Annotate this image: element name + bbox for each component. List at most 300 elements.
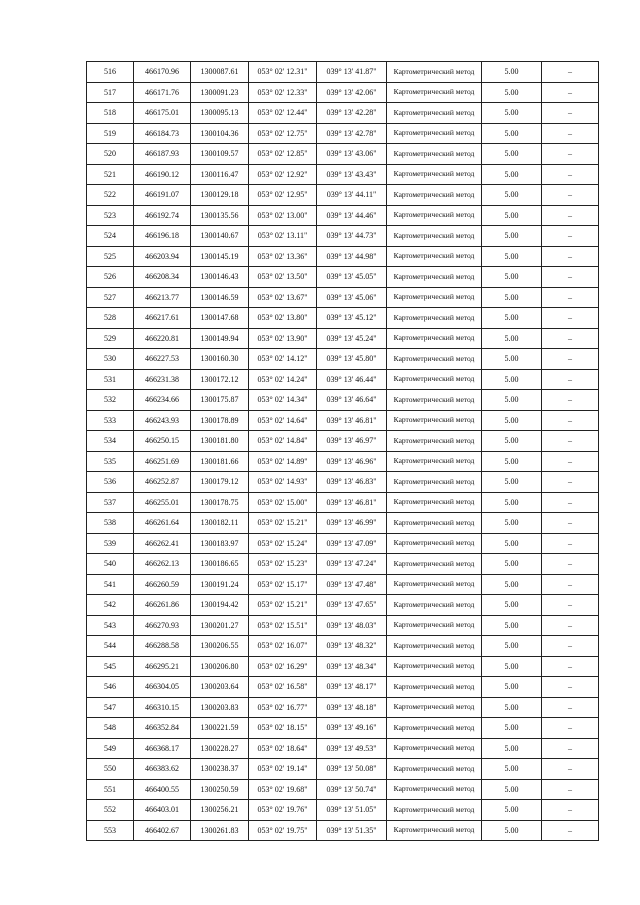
y-coordinate-cell: 1300135.56: [191, 205, 249, 226]
point-number-cell: 550: [87, 759, 134, 780]
note-cell: –: [542, 410, 599, 431]
method-cell: Картометрический метод: [387, 410, 482, 431]
note-cell: –: [542, 164, 599, 185]
note-cell: –: [542, 820, 599, 841]
latitude-cell: 053° 02' 12.95": [249, 185, 317, 206]
note-cell: –: [542, 636, 599, 657]
accuracy-cell: 5.00: [482, 615, 542, 636]
y-coordinate-cell: 1300256.21: [191, 800, 249, 821]
x-coordinate-cell: 466191.07: [134, 185, 191, 206]
point-number-cell: 545: [87, 656, 134, 677]
note-cell: –: [542, 554, 599, 575]
longitude-cell: 039° 13' 48.18": [317, 697, 387, 718]
x-coordinate-cell: 466260.59: [134, 574, 191, 595]
table-row: [87, 103, 599, 124]
accuracy-cell: 5.00: [482, 328, 542, 349]
longitude-cell: 039° 13' 45.12": [317, 308, 387, 329]
note-cell: –: [542, 390, 599, 411]
x-coordinate-cell: 466171.76: [134, 82, 191, 103]
note-cell: –: [542, 308, 599, 329]
latitude-cell: 053° 02' 16.29": [249, 656, 317, 677]
x-coordinate-cell: 466170.96: [134, 62, 191, 83]
note-cell: –: [542, 718, 599, 739]
point-number-cell: 553: [87, 820, 134, 841]
x-coordinate-cell: 466403.01: [134, 800, 191, 821]
x-coordinate-cell: 466368.17: [134, 738, 191, 759]
note-cell: –: [542, 328, 599, 349]
longitude-cell: 039° 13' 45.80": [317, 349, 387, 370]
method-cell: Картометрический метод: [387, 246, 482, 267]
y-coordinate-cell: 1300221.59: [191, 718, 249, 739]
x-coordinate-cell: 466262.13: [134, 554, 191, 575]
accuracy-cell: 5.00: [482, 574, 542, 595]
accuracy-cell: 5.00: [482, 82, 542, 103]
table-row: [87, 62, 599, 83]
accuracy-cell: 5.00: [482, 533, 542, 554]
note-cell: –: [542, 62, 599, 83]
method-cell: Картометрический метод: [387, 492, 482, 513]
longitude-cell: 039° 13' 50.74": [317, 779, 387, 800]
table-row: [87, 431, 599, 452]
note-cell: –: [542, 369, 599, 390]
note-cell: –: [542, 492, 599, 513]
method-cell: Картометрический метод: [387, 349, 482, 370]
accuracy-cell: 5.00: [482, 205, 542, 226]
latitude-cell: 053° 02' 12.85": [249, 144, 317, 165]
accuracy-cell: 5.00: [482, 656, 542, 677]
longitude-cell: 039° 13' 43.06": [317, 144, 387, 165]
latitude-cell: 053° 02' 14.34": [249, 390, 317, 411]
point-number-cell: 542: [87, 595, 134, 616]
longitude-cell: 039° 13' 42.06": [317, 82, 387, 103]
note-cell: –: [542, 533, 599, 554]
note-cell: –: [542, 574, 599, 595]
method-cell: Картометрический метод: [387, 554, 482, 575]
table-body: [87, 62, 599, 841]
accuracy-cell: 5.00: [482, 820, 542, 841]
table-row: [87, 513, 599, 534]
accuracy-cell: 5.00: [482, 308, 542, 329]
y-coordinate-cell: 1300186.65: [191, 554, 249, 575]
x-coordinate-cell: 466184.73: [134, 123, 191, 144]
table-row: [87, 820, 599, 841]
longitude-cell: 039° 13' 48.34": [317, 656, 387, 677]
longitude-cell: 039° 13' 46.64": [317, 390, 387, 411]
y-coordinate-cell: 1300206.80: [191, 656, 249, 677]
method-cell: Картометрический метод: [387, 369, 482, 390]
point-number-cell: 517: [87, 82, 134, 103]
table-row: [87, 656, 599, 677]
x-coordinate-cell: 466203.94: [134, 246, 191, 267]
y-coordinate-cell: 1300238.37: [191, 759, 249, 780]
x-coordinate-cell: 466252.87: [134, 472, 191, 493]
point-number-cell: 525: [87, 246, 134, 267]
accuracy-cell: 5.00: [482, 779, 542, 800]
latitude-cell: 053° 02' 12.75": [249, 123, 317, 144]
latitude-cell: 053° 02' 18.64": [249, 738, 317, 759]
point-number-cell: 534: [87, 431, 134, 452]
longitude-cell: 039° 13' 45.06": [317, 287, 387, 308]
point-number-cell: 533: [87, 410, 134, 431]
point-number-cell: 552: [87, 800, 134, 821]
x-coordinate-cell: 466262.41: [134, 533, 191, 554]
coordinates-table: [86, 61, 599, 841]
x-coordinate-cell: 466213.77: [134, 287, 191, 308]
method-cell: Картометрический метод: [387, 308, 482, 329]
y-coordinate-cell: 1300146.43: [191, 267, 249, 288]
note-cell: –: [542, 800, 599, 821]
x-coordinate-cell: 466251.69: [134, 451, 191, 472]
y-coordinate-cell: 1300206.55: [191, 636, 249, 657]
accuracy-cell: 5.00: [482, 267, 542, 288]
latitude-cell: 053° 02' 16.77": [249, 697, 317, 718]
longitude-cell: 039° 13' 47.65": [317, 595, 387, 616]
accuracy-cell: 5.00: [482, 718, 542, 739]
accuracy-cell: 5.00: [482, 103, 542, 124]
y-coordinate-cell: 1300194.42: [191, 595, 249, 616]
x-coordinate-cell: 466310.15: [134, 697, 191, 718]
longitude-cell: 039° 13' 45.05": [317, 267, 387, 288]
x-coordinate-cell: 466243.93: [134, 410, 191, 431]
method-cell: Картометрический метод: [387, 800, 482, 821]
note-cell: –: [542, 349, 599, 370]
y-coordinate-cell: 1300175.87: [191, 390, 249, 411]
x-coordinate-cell: 466400.55: [134, 779, 191, 800]
x-coordinate-cell: 466227.53: [134, 349, 191, 370]
longitude-cell: 039° 13' 49.53": [317, 738, 387, 759]
y-coordinate-cell: 1300203.83: [191, 697, 249, 718]
latitude-cell: 053° 02' 12.44": [249, 103, 317, 124]
y-coordinate-cell: 1300178.89: [191, 410, 249, 431]
accuracy-cell: 5.00: [482, 513, 542, 534]
table-row: [87, 369, 599, 390]
table-row: [87, 410, 599, 431]
method-cell: Картометрический метод: [387, 636, 482, 657]
longitude-cell: 039° 13' 41.87": [317, 62, 387, 83]
note-cell: –: [542, 451, 599, 472]
note-cell: –: [542, 615, 599, 636]
method-cell: Картометрический метод: [387, 144, 482, 165]
longitude-cell: 039° 13' 46.96": [317, 451, 387, 472]
accuracy-cell: 5.00: [482, 431, 542, 452]
method-cell: Картометрический метод: [387, 677, 482, 698]
latitude-cell: 053° 02' 14.64": [249, 410, 317, 431]
point-number-cell: 530: [87, 349, 134, 370]
latitude-cell: 053° 02' 15.23": [249, 554, 317, 575]
point-number-cell: 522: [87, 185, 134, 206]
y-coordinate-cell: 1300191.24: [191, 574, 249, 595]
method-cell: Картометрический метод: [387, 185, 482, 206]
longitude-cell: 039° 13' 44.98": [317, 246, 387, 267]
method-cell: Картометрический метод: [387, 759, 482, 780]
method-cell: Картометрический метод: [387, 574, 482, 595]
latitude-cell: 053° 02' 19.76": [249, 800, 317, 821]
longitude-cell: 039° 13' 46.81": [317, 410, 387, 431]
x-coordinate-cell: 466175.01: [134, 103, 191, 124]
latitude-cell: 053° 02' 19.68": [249, 779, 317, 800]
note-cell: –: [542, 595, 599, 616]
accuracy-cell: 5.00: [482, 144, 542, 165]
accuracy-cell: 5.00: [482, 164, 542, 185]
accuracy-cell: 5.00: [482, 472, 542, 493]
latitude-cell: 053° 02' 13.67": [249, 287, 317, 308]
point-number-cell: 551: [87, 779, 134, 800]
method-cell: Картометрический метод: [387, 82, 482, 103]
note-cell: –: [542, 205, 599, 226]
latitude-cell: 053° 02' 14.84": [249, 431, 317, 452]
note-cell: –: [542, 226, 599, 247]
accuracy-cell: 5.00: [482, 246, 542, 267]
y-coordinate-cell: 1300182.11: [191, 513, 249, 534]
point-number-cell: 529: [87, 328, 134, 349]
longitude-cell: 039° 13' 47.24": [317, 554, 387, 575]
accuracy-cell: 5.00: [482, 287, 542, 308]
method-cell: Картометрический метод: [387, 533, 482, 554]
point-number-cell: 543: [87, 615, 134, 636]
latitude-cell: 053° 02' 15.24": [249, 533, 317, 554]
note-cell: –: [542, 123, 599, 144]
table-row: [87, 82, 599, 103]
note-cell: –: [542, 267, 599, 288]
accuracy-cell: 5.00: [482, 390, 542, 411]
note-cell: –: [542, 677, 599, 698]
latitude-cell: 053° 02' 15.00": [249, 492, 317, 513]
table-row: [87, 677, 599, 698]
table-row: [87, 328, 599, 349]
longitude-cell: 039° 13' 42.28": [317, 103, 387, 124]
latitude-cell: 053° 02' 13.11": [249, 226, 317, 247]
accuracy-cell: 5.00: [482, 349, 542, 370]
longitude-cell: 039° 13' 48.03": [317, 615, 387, 636]
method-cell: Картометрический метод: [387, 287, 482, 308]
x-coordinate-cell: 466383.62: [134, 759, 191, 780]
note-cell: –: [542, 472, 599, 493]
longitude-cell: 039° 13' 46.97": [317, 431, 387, 452]
longitude-cell: 039° 13' 47.48": [317, 574, 387, 595]
x-coordinate-cell: 466250.15: [134, 431, 191, 452]
method-cell: Картометрический метод: [387, 513, 482, 534]
table-row: [87, 144, 599, 165]
latitude-cell: 053° 02' 14.24": [249, 369, 317, 390]
method-cell: Картометрический метод: [387, 820, 482, 841]
accuracy-cell: 5.00: [482, 759, 542, 780]
x-coordinate-cell: 466304.05: [134, 677, 191, 698]
point-number-cell: 521: [87, 164, 134, 185]
point-number-cell: 527: [87, 287, 134, 308]
table-row: [87, 636, 599, 657]
y-coordinate-cell: 1300178.75: [191, 492, 249, 513]
accuracy-cell: 5.00: [482, 369, 542, 390]
method-cell: Картометрический метод: [387, 615, 482, 636]
method-cell: Картометрический метод: [387, 390, 482, 411]
table-row: [87, 308, 599, 329]
latitude-cell: 053° 02' 15.21": [249, 595, 317, 616]
method-cell: Картометрический метод: [387, 451, 482, 472]
point-number-cell: 544: [87, 636, 134, 657]
point-number-cell: 523: [87, 205, 134, 226]
y-coordinate-cell: 1300203.64: [191, 677, 249, 698]
point-number-cell: 532: [87, 390, 134, 411]
x-coordinate-cell: 466261.86: [134, 595, 191, 616]
accuracy-cell: 5.00: [482, 738, 542, 759]
longitude-cell: 039° 13' 47.09": [317, 533, 387, 554]
method-cell: Картометрический метод: [387, 656, 482, 677]
point-number-cell: 535: [87, 451, 134, 472]
longitude-cell: 039° 13' 51.35": [317, 820, 387, 841]
y-coordinate-cell: 1300104.36: [191, 123, 249, 144]
method-cell: Картометрический метод: [387, 205, 482, 226]
accuracy-cell: 5.00: [482, 123, 542, 144]
table-row: [87, 164, 599, 185]
method-cell: Картометрический метод: [387, 779, 482, 800]
x-coordinate-cell: 466261.64: [134, 513, 191, 534]
accuracy-cell: 5.00: [482, 677, 542, 698]
x-coordinate-cell: 466234.66: [134, 390, 191, 411]
point-number-cell: 536: [87, 472, 134, 493]
point-number-cell: 520: [87, 144, 134, 165]
y-coordinate-cell: 1300116.47: [191, 164, 249, 185]
longitude-cell: 039° 13' 46.81": [317, 492, 387, 513]
accuracy-cell: 5.00: [482, 697, 542, 718]
latitude-cell: 053° 02' 16.07": [249, 636, 317, 657]
table-row: [87, 759, 599, 780]
accuracy-cell: 5.00: [482, 226, 542, 247]
table-row: [87, 615, 599, 636]
latitude-cell: 053° 02' 13.00": [249, 205, 317, 226]
note-cell: –: [542, 246, 599, 267]
latitude-cell: 053° 02' 14.12": [249, 349, 317, 370]
accuracy-cell: 5.00: [482, 410, 542, 431]
point-number-cell: 538: [87, 513, 134, 534]
x-coordinate-cell: 466220.81: [134, 328, 191, 349]
note-cell: –: [542, 431, 599, 452]
latitude-cell: 053° 02' 18.15": [249, 718, 317, 739]
x-coordinate-cell: 466208.34: [134, 267, 191, 288]
y-coordinate-cell: 1300140.67: [191, 226, 249, 247]
accuracy-cell: 5.00: [482, 451, 542, 472]
note-cell: –: [542, 287, 599, 308]
point-number-cell: 541: [87, 574, 134, 595]
y-coordinate-cell: 1300183.97: [191, 533, 249, 554]
table-row: [87, 205, 599, 226]
longitude-cell: 039° 13' 43.43": [317, 164, 387, 185]
note-cell: –: [542, 759, 599, 780]
x-coordinate-cell: 466192.74: [134, 205, 191, 226]
point-number-cell: 531: [87, 369, 134, 390]
latitude-cell: 053° 02' 13.36": [249, 246, 317, 267]
y-coordinate-cell: 1300172.12: [191, 369, 249, 390]
table-row: [87, 287, 599, 308]
note-cell: –: [542, 185, 599, 206]
accuracy-cell: 5.00: [482, 554, 542, 575]
y-coordinate-cell: 1300129.18: [191, 185, 249, 206]
longitude-cell: 039° 13' 48.17": [317, 677, 387, 698]
table-row: [87, 718, 599, 739]
method-cell: Картометрический метод: [387, 267, 482, 288]
method-cell: Картометрический метод: [387, 164, 482, 185]
point-number-cell: 539: [87, 533, 134, 554]
table-row: [87, 267, 599, 288]
y-coordinate-cell: 1300179.12: [191, 472, 249, 493]
note-cell: –: [542, 779, 599, 800]
x-coordinate-cell: 466196.18: [134, 226, 191, 247]
table-row: [87, 533, 599, 554]
method-cell: Картометрический метод: [387, 328, 482, 349]
latitude-cell: 053° 02' 19.75": [249, 820, 317, 841]
y-coordinate-cell: 1300160.30: [191, 349, 249, 370]
y-coordinate-cell: 1300145.19: [191, 246, 249, 267]
x-coordinate-cell: 466190.12: [134, 164, 191, 185]
y-coordinate-cell: 1300250.59: [191, 779, 249, 800]
table-row: [87, 451, 599, 472]
table-row: [87, 574, 599, 595]
longitude-cell: 039° 13' 46.83": [317, 472, 387, 493]
point-number-cell: 537: [87, 492, 134, 513]
method-cell: Картометрический метод: [387, 738, 482, 759]
note-cell: –: [542, 656, 599, 677]
y-coordinate-cell: 1300261.83: [191, 820, 249, 841]
y-coordinate-cell: 1300181.80: [191, 431, 249, 452]
note-cell: –: [542, 513, 599, 534]
latitude-cell: 053° 02' 15.51": [249, 615, 317, 636]
table-row: [87, 595, 599, 616]
latitude-cell: 053° 02' 16.58": [249, 677, 317, 698]
longitude-cell: 039° 13' 50.08": [317, 759, 387, 780]
longitude-cell: 039° 13' 48.32": [317, 636, 387, 657]
table-row: [87, 554, 599, 575]
method-cell: Картометрический метод: [387, 226, 482, 247]
y-coordinate-cell: 1300087.61: [191, 62, 249, 83]
x-coordinate-cell: 466295.21: [134, 656, 191, 677]
y-coordinate-cell: 1300146.59: [191, 287, 249, 308]
point-number-cell: 548: [87, 718, 134, 739]
y-coordinate-cell: 1300201.27: [191, 615, 249, 636]
table-row: [87, 390, 599, 411]
latitude-cell: 053° 02' 19.14": [249, 759, 317, 780]
y-coordinate-cell: 1300091.23: [191, 82, 249, 103]
longitude-cell: 039° 13' 42.78": [317, 123, 387, 144]
longitude-cell: 039° 13' 46.44": [317, 369, 387, 390]
point-number-cell: 546: [87, 677, 134, 698]
table-row: [87, 226, 599, 247]
note-cell: –: [542, 697, 599, 718]
table-row: [87, 472, 599, 493]
point-number-cell: 547: [87, 697, 134, 718]
table-row: [87, 123, 599, 144]
accuracy-cell: 5.00: [482, 62, 542, 83]
x-coordinate-cell: 466288.58: [134, 636, 191, 657]
point-number-cell: 528: [87, 308, 134, 329]
accuracy-cell: 5.00: [482, 636, 542, 657]
x-coordinate-cell: 466270.93: [134, 615, 191, 636]
longitude-cell: 039° 13' 45.24": [317, 328, 387, 349]
y-coordinate-cell: 1300228.27: [191, 738, 249, 759]
latitude-cell: 053° 02' 12.31": [249, 62, 317, 83]
table-row: [87, 738, 599, 759]
method-cell: Картометрический метод: [387, 123, 482, 144]
y-coordinate-cell: 1300181.66: [191, 451, 249, 472]
method-cell: Картометрический метод: [387, 62, 482, 83]
y-coordinate-cell: 1300095.13: [191, 103, 249, 124]
y-coordinate-cell: 1300147.68: [191, 308, 249, 329]
table-row: [87, 779, 599, 800]
method-cell: Картометрический метод: [387, 697, 482, 718]
table-row: [87, 800, 599, 821]
table-row: [87, 185, 599, 206]
x-coordinate-cell: 466402.67: [134, 820, 191, 841]
table-row: [87, 246, 599, 267]
latitude-cell: 053° 02' 13.90": [249, 328, 317, 349]
